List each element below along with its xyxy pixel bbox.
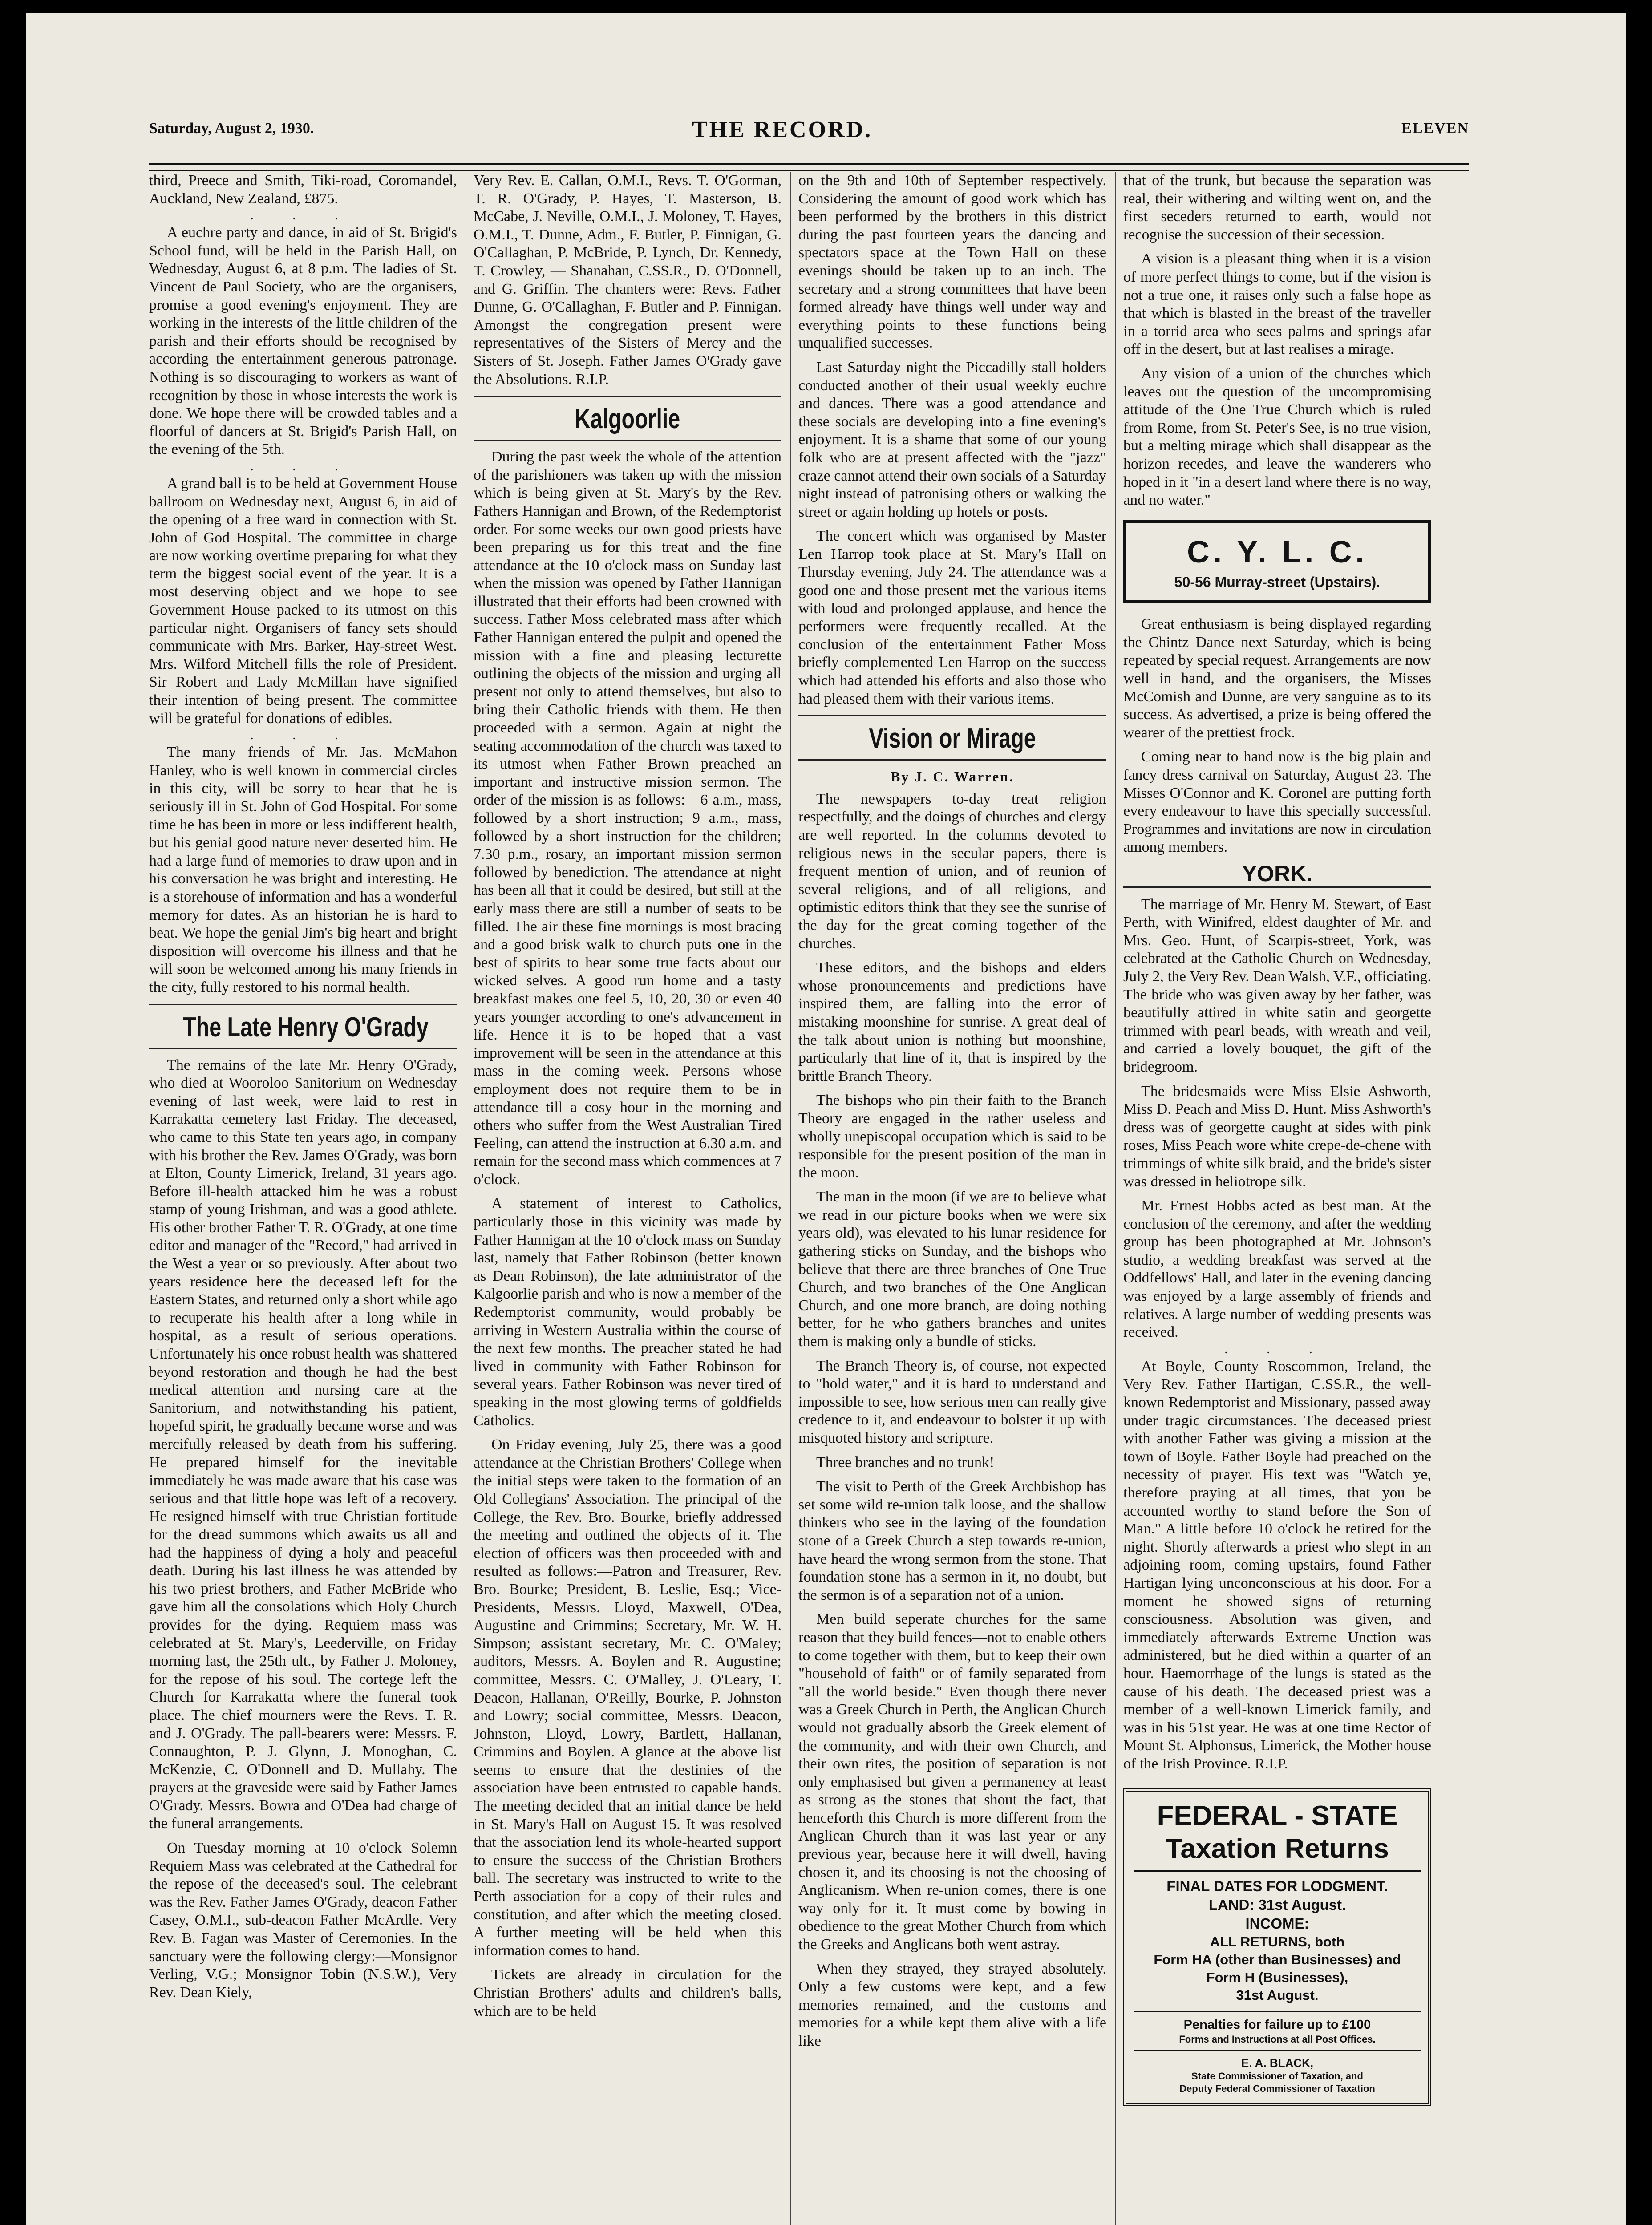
ad-line: Forms and Instructions at all Post Offices. — [1179, 2033, 1376, 2045]
article-text: During the past week the whole of the attention of the parishioners was taken up with the mission which is being given at St. Mary's by the Rev. Fathers Hannigan and Brown, of the Redemptorist order. For some weeks our own good priests have been preparing us for this treat and the fine attendance at the 10 o'clock mass on Sunday last when the mission was opened by Father Hannigan illustrated that their efforts had been crowned with success. Father Moss celebrated mass after which Father Hannigan entered the pulpit and opened the mission with a fine and pleasing lecturette outlining the objects of the mission and urging all present not only to attend themselves, but also to bring their Catholic friends with them. He then proceeded with a sermon. Again at night the seating accommodation of the church was taxed to its utmost when Father Brown preached an important and instructive mission sermon. The order of the mission is as follows:—6 a.m., mass, followed by a short instruction; 9 a.m., mass, followed by a short instruction for the children; 7.30 p.m., rosary, an important mission sermon followed by benediction. The attendance at night has been all that it could be desired, but still at the early mass there are still a number of seats to be filled. The air these fine mornings is most bracing and a good brisk walk to church puts one in the best of spirits to hear some true facts about our wicked selves. A good run home and a tasty breakfast makes one feel 5, 10, 20, 30 or even 40 years younger according to one's advancement in life. Hence it is to be hoped that a vast improvement will be seen in the attendance at this mass in the coming week. Persons whose employment does not require them to be in attendance till a cosy hour in the morning and others who suffer from the West Australian Tired Feeling, can attend the instruction at 6.30 a.m. and remain for the second mass which commences at 7 o'clock. — [474, 449, 781, 1188]
article-text: Very Rev. E. Callan, O.M.I., Revs. T. O'Gorman, T. R. O'Grady, P. Hayes, T. Masterson, B. McCabe, J. Neville, O.M.I., J. Moloney, T. Hayes, O.M.I., T. Dunne, Adm., F. Butler, P. Finnigan, G. O'Callaghan, P. McBride, P. Lynch, Dr. Kennedy, T. Crowley, — Shanahan, C.SS.R., D. O'Donnell, and G. Griffin. The chanters were: Revs. Father Dunne, G. O'Callaghan, F. Butler and P. Finnigan. Amongst the congregation present were representatives of the Sisters of Mercy and the Sisters of St. Joseph. Father James O'Grady gave the Absolutions. R.I.P. — [474, 172, 781, 388]
article-text: When they strayed, they strayed absolutely. Only a few customs were kept, and a few memories remained, and the customs and memories for a while kept them alive with a life like — [798, 1960, 1106, 2049]
byline: By J. C. Warren. — [891, 769, 1014, 785]
column-3 — [798, 172, 1106, 2225]
article-text: The bishops who pin their faith to the Branch Theory are engaged in the rather useless and wholly unepiscopal occupation which is said to be responsible for the present position of the man in the moon. — [798, 1092, 1106, 1181]
header-rule — [149, 163, 1469, 171]
article-text: Last Saturday night the Piccadilly stall holders conducted another of their usual weekly euchre and dances. There was a good attendance and these socials are developing into a fine evening's enjoyment. It is a shame that some of our young folk who are at present affected with the "jazz" craze cannot attend their own socials of a Saturday night instead of patronising others or walking the street or again holding up hotels or posts. — [798, 359, 1106, 520]
article-text: on the 9th and 10th of September respectively. Considering the amount of good work which has been performed by the brothers in this district during the past fourteen years the dancing and spectators space at the Town Hall on these evenings should be taken up to an inch. The secretary and a strong committees that have been formed already have things well under way and everything points to these functions being unqualified successes. — [798, 172, 1106, 352]
column-2 — [474, 172, 781, 2225]
ad-line: FINAL DATES FOR LODGMENT. — [1166, 1877, 1388, 1894]
article-text: At Boyle, County Roscommon, Ireland, the Very Rev. Father Hartigan, C.SS.R., the well-known Redemptorist and Missionary, passed away under tragic circumstances. The deceased priest with another Father was giving a mission at the town of Boyle. Father Boyle had preached on the necessity of prayer. His text was "Watch ye, therefore praying at all times, that you be accounted worthy to stand before the Son of Man." A little before 10 o'clock he retired for the night. Shortly afterwards a priest who slept in an adjoining room, coming upstairs, found Father Hartigan lying unconconscious at his door. For a moment he showed signs of returning consciousness. Absolution was given, and immediately afterwards Extreme Unction was administered, but he died within a quarter of an hour. Haemorrhage of the lungs is stated as the cause of his death. The deceased priest was a member of a well-known Limerick family, and was in his 51st year. He was at one time Rector of Mount St. Alphonsus, Limerick, the Mother house of the Irish Province. R.I.P. — [1123, 1358, 1431, 1772]
page-header — [149, 117, 1469, 142]
article-heading: The Late Henry O'Grady — [183, 1011, 429, 1043]
page-number: ELEVEN — [1401, 120, 1469, 137]
column-divider — [1115, 172, 1116, 2225]
ad-line: Form HA (other than Businesses) and — [1154, 1951, 1401, 1967]
article-text: Men build seperate churches for the same reason that they build fences—not to enable others to come together with them, but to keep their own "household of faith" or of family separated from "all the world beside." Even though there never was a Greek Church in Perth, the Anglican Church would not gradually absorb the Greek element of the community, and with their own Church, and their own rites, the position of separation is not only emphasised but given a permanency at least as strong as the stones that shout the fact, that henceforth this Church is more different from the Anglican Church than it was last year or any previous year, because here it will dwell, having chosen it, and its choosing is not the choosing of Anglicanism. When re-union comes, there is one way only for it. It must come by bowing in obedience to the great Mother Church from which the Greeks and Anglicans both went astray. — [798, 1611, 1106, 1953]
article-heading-box — [474, 396, 781, 441]
ad-title-2: Taxation Returns — [1134, 1833, 1421, 1872]
ad-line: Deputy Federal Commissioner of Taxation — [1179, 2083, 1375, 2094]
taxation-advertisement — [1123, 1788, 1431, 2106]
article-text: Great enthusiasm is being displayed regarding the Chintz Dance next Saturday, which is being repeated by special request. Arrangements are now well in hand, and the organisers, the Misses McComish and Dunne, are very sanguine as to its success. As advertised, a prize is being offered the wearer of the prettiest frock. — [1123, 616, 1431, 741]
ad-line: LAND: 31st August. — [1208, 1896, 1346, 1913]
article-heading: Vision or Mirage — [869, 723, 1036, 754]
column-divider — [790, 172, 791, 2225]
article-text: The concert which was organised by Master Len Harrop took place at St. Mary's Hall on Thursday evening, July 24. The attendance was a good one and those present met the various items with loud and prolonged applause, and hence the performers were frequently recalled. At the conclusion of the entertainment Father Moss briefly complemented Len Harrop on the success which had attended his efforts and also those who had pleased them with their various items. — [798, 528, 1106, 707]
article-text: Any vision of a union of the churches which leaves out the question of the uncompromising attitude of the One True Church which is ruled from Rome, from St. Peter's See, is no true vision, but a melting mirage which shall disappear as the horizon recedes, and leave the wanderers who hoped in it "in a desert land where there is no way, and no water." — [1123, 365, 1431, 509]
article-text: Coming near to hand now is the big plain and fancy dress carnival on Saturday, August 23. The Misses O'Connor and K. Coronel are putting forth every endeavour to have this specially successful. Programmes and invitations are now in circulation among members. — [1123, 748, 1431, 856]
ad-line: INCOME: — [1245, 1915, 1309, 1932]
cylc-heading-box — [1123, 520, 1431, 603]
separator-dots: . . . — [250, 728, 356, 743]
article-text: Mr. Ernest Hobbs acted as best man. At the conclusion of the ceremony, and after the wedding group has been photographed at Mr. Johnson's studio, a wedding breakfast was served at the Oddfellows' Hall, and later in the evening dancing was enjoyed by a large assembly of friends and relatives. A large number of wedding presents was received. — [1123, 1197, 1431, 1341]
article-text: The remains of the late Mr. Henry O'Grady, who died at Wooroloo Sanitorium on Wednesday evening of last week, were laid to rest in Karrakatta cemetery last Friday. The deceased, who came to this State ten years ago, in company with his brother the Rev. James O'Grady, was born at Elton, County Limerick, Ireland, 31 years ago. Before ill-health attacked him he was a robust stamp of young Irishman, and was a good athlete. His other brother Father T. R. O'Grady, at one time editor and manager of the "Record," had arrived in the West a year or so previously. After about two years residence here the deceased left for the Eastern States, and returned only a short while ago to recuperate his health after a long while in hospital, as a result of serious operations. Unfortunately his once robust health was shattered beyond restoration and though he had the best medical attention and nursing care at the Sanitorium, and notwithstanding his patient, hopeful spirit, he gradually became worse and was mercifully released by death from his suffering. He prepared himself for the inevitable immediately he was made aware that his case was serious and that little hope was left of a recovery. He resigned himself with true Christian fortitude for the dread summons which awaits us all and had the happiness of dying a holy and peaceful death. During his last illness he was attended by his two priest brothers, and Father McBride who gave him all the consolations which Holy Church provides for the dying. Requiem mass was celebrated at St. Mary's, Leederville, on Friday morning last, the 25th ult., by Father J. Moloney, for the repose of his soul. The cortege left the Church for Karrakatta where the funeral took place. The chief mourners were the Revs. T. R. and J. O'Grady. The pall-bearers were: Messrs. F. Connaughton, P. J. Glynn, J. Monoghan, C. McKenzie, C. O'Donnell and D. Mullahy. The prayers at the graveside were said by Father James O'Grady. Messrs. Bowra and O'Dea had charge of the funeral arrangements. — [149, 1056, 457, 1832]
article-text: A grand ball is to be held at Government House ballroom on Wednesday next, August 6, in aid of the opening of a free ward in connection with St. John of God Hospital. The committee in charge are now working overtime preparing for what they term the biggest social event of the year. It is a most deserving object and we hope to see Government House packed to its utmost on this particular night. Organisers of fancy sets should communicate with Mrs. Barker, Hay-street West. Mrs. Wilford Mitchell fills the role of President. Sir Robert and Lady McMillan have signified their intention of being present. The committee will be grateful for donations of edibles. — [149, 475, 457, 727]
header-date: Saturday, August 2, 1930. — [149, 120, 314, 137]
article-text: A vision is a pleasant thing when it is a vision of more perfect things to come, but if the vision is not a true one, it raises only such a false hope as that which is blasted in the breast of the traveller in a torrid area who sees palms and springs afar off in the desert, but at last realises a mirage. — [1123, 251, 1431, 358]
article-heading-box — [798, 715, 1106, 761]
article-text: that of the trunk, but because the separation was real, their withering and wilting went on, and the first seceders returned to earth, would not recognise the succession of their secession. — [1123, 172, 1431, 243]
ad-title-1: FEDERAL - STATE — [1157, 1800, 1398, 1831]
article-text: Tickets are already in circulation for the Christian Brothers' adults and children's balls, which are to be held — [474, 1966, 781, 2019]
separator-dots: . . . — [1224, 1341, 1330, 1356]
article-text: third, Preece and Smith, Tiki-road, Coromandel, Auckland, New Zealand, £875. — [149, 172, 457, 207]
ad-line: Form H (Businesses), — [1206, 1969, 1348, 1985]
cylc-title: C. Y. L. C. — [1187, 534, 1368, 569]
ad-line: State Commissioner of Taxation, and — [1191, 2070, 1363, 2082]
ad-line: 31st August. — [1236, 1987, 1319, 2003]
separator-dots: . . . — [250, 208, 356, 223]
newspaper-page — [26, 13, 1626, 2225]
york-heading: YORK. — [1123, 865, 1431, 888]
article-heading-box — [149, 1004, 457, 1049]
separator-dots: . . . — [250, 458, 356, 473]
article-text: A statement of interest to Catholics, particularly those in this vicinity was made by Father Hannigan at the 10 o'clock mass on Sunday last, namely that Father Robinson (better known as Dean Robinson), the late administrator of the Kalgoorlie parish and who is now a member of the Redemptorist community, would probably be arriving in Western Australia within the course of the next few months. The preacher stated he had lived in community with Father Robinson for several years. Father Robinson was never tired of speaking in the most glowing terms of goldfields Catholics. — [474, 1195, 781, 1429]
article-text: Three branches and no trunk! — [816, 1454, 995, 1471]
ad-signature — [1134, 2050, 1421, 2095]
ad-signatory: E. A. BLACK, — [1241, 2056, 1314, 2070]
ad-line: ALL RETURNS, both — [1210, 1934, 1345, 1950]
article-heading: Kalgoorlie — [575, 404, 680, 435]
ad-penalties: Penalties for failure up to £100 — [1134, 2011, 1421, 2033]
article-text: On Friday evening, July 25, there was a good attendance at the Christian Brothers' College when the initial steps were taken to the formation of an Old Collegians' Association. The principal of the College, the Rev. Bro. Bourke, briefly addressed the meeting and outlined the objects of it. The election of officers was then proceeded with and resulted as follows:—Patron and Treasurer, Rev. Bro. Bourke; President, B. Leslie, Esq.; Vice-Presidents, Messrs. Lloyd, Maxwell, O'Dea, Augustine and Crimmins; Secretary, Mr. W. H. Simpson; assistant secretary, Mr. C. O'Maley; auditors, Messrs. A. Boylen and R. Augustine; committee, Messrs. C. O'Malley, J. O'Leary, T. Deacon, Hallanan, O'Reilly, Bourke, P. Johnston and Lowry; social committee, Messrs. Deacon, Johnston, Lloyd, Lowry, Bartlett, Hallanan, Crimmins and Boylen. A glance at the above list seems to ensure that the destinies of the association have been entrusted to capable hands. The meeting decided that an initial dance be held in St. Mary's Hall on August 15. It was resolved that the association lend its whole-hearted support to ensure the success of the Christian Brothers ball. The secretary was instructed to write to the Perth association for a copy of their rules and constitution, and after which the meeting closed. A further meeting will be held when this information comes to hand. — [474, 1436, 781, 1959]
article-text: On Tuesday morning at 10 o'clock Solemn Requiem Mass was celebrated at the Cathedral for the repose of the deceased's soul. The celebrant was the Rev. Father James O'Grady, deacon Father Casey, O.M.I., sub-deacon Father McArdle. Very Rev. B. Fagan was Master of Ceremonies. In the sanctuary were the following clergy:—Monsignor Verling, V.G.; Monsignor Tobin (N.S.W.), Very Rev. Dean Kiely, — [149, 1840, 457, 2001]
article-text: The man in the moon (if we are to believe what we read in our picture books when we were six years old), was elevated to his lunar residence for gathering sticks on Sunday, and the bishops who believe that there are three branches of One True Church, and two branches of the One Anglican Church, and one more branch, are doing nothing better, for he who gathers branches and unites them is making only a bundle of sticks. — [798, 1189, 1106, 1350]
article-text: The visit to Perth of the Greek Archbishop has set some wild re-union talk loose, and the shallow thinkers who see in the laying of the foundation stone of a Greek Church a step towards re-union, have heard the wrong sermon from the stone. That foundation stone has a sermon in it, no doubt, but the sermon is of a separation not of a union. — [798, 1478, 1106, 1603]
column-1 — [149, 172, 457, 2225]
article-text: The bridesmaids were Miss Elsie Ashworth, Miss D. Peach and Miss D. Hunt. Miss Ashworth's dress was of georgette caught at sides with pink roses, Miss Peach wore white crepe-de-chene with trimmings of white silk braid, and the bride's sister was dressed in heliotrope silk. — [1123, 1083, 1431, 1190]
article-text: The newspapers to-day treat religion respectfully, and the doings of churches and clergy are well reported. In the columns devoted to religious news in the secular papers, there is frequent mention of union, and of reunion of several religions, and of all religions, and optimistic editors think that they see the sunrise of the day for the great coming together of the churches. — [798, 790, 1106, 952]
article-text: A euchre party and dance, in aid of St. Brigid's School fund, will be held in the Parish Hall, on Wednesday, August 6, at 8 p.m. The ladies of St. Vincent de Paul Society, who are the organisers, promise a good evening's enjoyment. They are working in the interests of the little children of the parish and their efforts should be recognised by according the entertainment generous patronage. Nothing is so discouraging to workers as want of recognition by those in whose interests the work is done. We hope there will be crowded tables and a floorful of dancers at St. Brigid's Parish Hall, on the evening of the 5th. — [149, 224, 457, 458]
article-text: The marriage of Mr. Henry M. Stewart, of East Perth, with Winifred, eldest daughter of Mr. and Mrs. Geo. Hunt, of Scarpis-street, York, was celebrated at the Catholic Church on Wednesday, July 2, the Very Rev. Dean Walsh, V.F., officiating. The bride who was given away by her father, was beautifully attired in white satin and georgette trimmed with pearl beads, with wreath and veil, and carried a lovely bouquet, the gift of the bridegroom. — [1123, 896, 1431, 1075]
article-text: The many friends of Mr. Jas. McMahon Hanley, who is well known in commercial circles in this city, will be sorry to hear that he is seriously ill in St. John of God Hospital. For some time he has been in more or less indifferent health, but his genial good nature never deserted him. He had a large fund of memories to draw upon and in his conversation he was bright and interesting. He is a storehouse of information and has a wonderful memory for dates. As an historian he is hard to beat. We hope the genial Jim's big heart and bright disposition will overcome his illness and that he will soon be welcomed among his many friends in the city, fully restored to his normal health. — [149, 744, 457, 995]
column-4 — [1123, 172, 1431, 2225]
masthead-title: THE RECORD. — [692, 117, 873, 142]
cylc-address: 50-56 Murray-street (Upstairs). — [1174, 574, 1381, 590]
article-text: These editors, and the bishops and elders whose pronouncements and predictions have inspired them, are falling into the error of mistaking moonshine for sunrise. A great deal of the talk about union is nothing but moonshine, particularly that line of it, that is inspired by the brittle Branch Theory. — [798, 959, 1106, 1084]
article-text: The Branch Theory is, of course, not expected to "hold water," and it is hard to understand and impossible to see, how serious men can really give credence to it, and endeavour to bolster it up with misquoted history and scripture. — [798, 1357, 1106, 1446]
